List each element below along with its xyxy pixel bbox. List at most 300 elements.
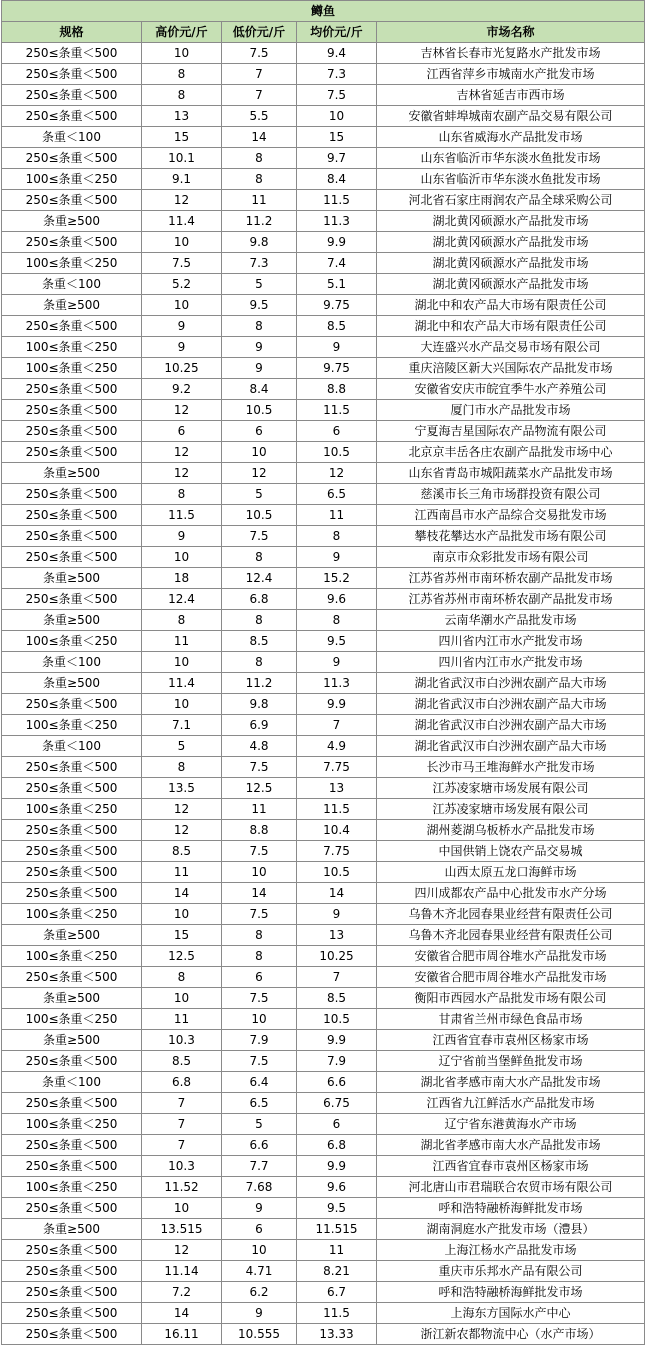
cell-high-price: 10	[142, 295, 222, 316]
cell-high-price: 10	[142, 904, 222, 925]
table-row	[2, 799, 645, 820]
cell-market-name: 山东省青岛市城阳蔬菜水产品批发市场	[377, 463, 645, 484]
cell-high-price: 7	[142, 1093, 222, 1114]
cell-high-price: 10.1	[142, 148, 222, 169]
cell-high-price: 12	[142, 1240, 222, 1261]
cell-low-price: 6.9	[222, 715, 297, 736]
table-row	[2, 757, 645, 778]
cell-market-name: 乌鲁木齐北园春果业经营有限责任公司	[377, 904, 645, 925]
cell-low-price: 8	[222, 169, 297, 190]
cell-avg-price: 13	[297, 925, 377, 946]
cell-high-price: 10.25	[142, 358, 222, 379]
cell-spec: 条重≥500	[2, 295, 142, 316]
cell-market-name: 安徽省蚌埠城南农副产品交易有限公司	[377, 106, 645, 127]
cell-high-price: 6.8	[142, 1072, 222, 1093]
cell-avg-price: 7	[297, 967, 377, 988]
cell-avg-price: 7.9	[297, 1051, 377, 1072]
cell-high-price: 5	[142, 736, 222, 757]
cell-avg-price: 8.8	[297, 379, 377, 400]
cell-low-price: 10	[222, 442, 297, 463]
cell-high-price: 7.2	[142, 1282, 222, 1303]
cell-high-price: 11.4	[142, 673, 222, 694]
cell-spec: 250≤条重＜500	[2, 484, 142, 505]
cell-spec: 条重≥500	[2, 568, 142, 589]
cell-high-price: 14	[142, 883, 222, 904]
table-row	[2, 85, 645, 106]
cell-spec: 250≤条重＜500	[2, 820, 142, 841]
table-row	[2, 1156, 645, 1177]
cell-market-name: 河北唐山市君瑞联合农贸市场有限公司	[377, 1177, 645, 1198]
cell-high-price: 7.1	[142, 715, 222, 736]
table-row	[2, 1198, 645, 1219]
cell-high-price: 9	[142, 337, 222, 358]
cell-spec: 250≤条重＜500	[2, 1156, 142, 1177]
cell-low-price: 9.8	[222, 232, 297, 253]
table-row	[2, 1093, 645, 1114]
cell-avg-price: 9.4	[297, 43, 377, 64]
cell-low-price: 5.5	[222, 106, 297, 127]
cell-avg-price: 7	[297, 715, 377, 736]
table-row	[2, 1051, 645, 1072]
cell-spec: 250≤条重＜500	[2, 1261, 142, 1282]
cell-spec: 条重＜100	[2, 1072, 142, 1093]
cell-spec: 100≤条重＜250	[2, 169, 142, 190]
cell-low-price: 9.8	[222, 694, 297, 715]
header-avg-price: 均价元/斤	[297, 22, 377, 43]
cell-market-name: 江苏凌家塘市场发展有限公司	[377, 778, 645, 799]
cell-low-price: 10	[222, 862, 297, 883]
table-row	[2, 988, 645, 1009]
cell-market-name: 湖北省武汉市白沙洲农副产品大市场	[377, 736, 645, 757]
cell-market-name: 呼和浩特融桥海鲜批发市场	[377, 1282, 645, 1303]
cell-low-price: 7.5	[222, 841, 297, 862]
cell-market-name: 湖北黄冈硕源水产品批发市场	[377, 211, 645, 232]
cell-market-name: 宁夏海吉星国际农产品物流有限公司	[377, 421, 645, 442]
cell-high-price: 12	[142, 799, 222, 820]
table-row	[2, 694, 645, 715]
cell-low-price: 11.2	[222, 673, 297, 694]
table-row	[2, 1261, 645, 1282]
cell-high-price: 12	[142, 463, 222, 484]
table-row	[2, 631, 645, 652]
cell-market-name: 吉林省延吉市西市场	[377, 85, 645, 106]
cell-market-name: 湖北省武汉市白沙洲农副产品大市场	[377, 715, 645, 736]
header-spec: 规格	[2, 22, 142, 43]
cell-low-price: 5	[222, 274, 297, 295]
table-row	[2, 379, 645, 400]
cell-low-price: 9	[222, 1303, 297, 1324]
cell-avg-price: 7.3	[297, 64, 377, 85]
cell-avg-price: 6.75	[297, 1093, 377, 1114]
cell-low-price: 9	[222, 1198, 297, 1219]
cell-market-name: 上海江杨水产品批发市场	[377, 1240, 645, 1261]
cell-low-price: 8	[222, 316, 297, 337]
cell-market-name: 江苏省苏州市南环桥农副产品批发市场	[377, 589, 645, 610]
cell-high-price: 10	[142, 547, 222, 568]
cell-spec: 条重≥500	[2, 463, 142, 484]
cell-high-price: 10	[142, 694, 222, 715]
cell-low-price: 6.6	[222, 1135, 297, 1156]
cell-low-price: 14	[222, 127, 297, 148]
cell-avg-price: 9	[297, 547, 377, 568]
cell-low-price: 8.5	[222, 631, 297, 652]
cell-spec: 250≤条重＜500	[2, 778, 142, 799]
cell-low-price: 7	[222, 85, 297, 106]
cell-high-price: 8	[142, 85, 222, 106]
cell-avg-price: 9.75	[297, 295, 377, 316]
cell-low-price: 6.8	[222, 589, 297, 610]
table-row	[2, 442, 645, 463]
cell-low-price: 6	[222, 967, 297, 988]
cell-low-price: 4.8	[222, 736, 297, 757]
table-row	[2, 505, 645, 526]
cell-spec: 250≤条重＜500	[2, 1240, 142, 1261]
cell-spec: 条重≥500	[2, 1030, 142, 1051]
cell-low-price: 10	[222, 1240, 297, 1261]
cell-avg-price: 9.5	[297, 631, 377, 652]
cell-avg-price: 11.3	[297, 211, 377, 232]
table-row	[2, 337, 645, 358]
cell-avg-price: 6.7	[297, 1282, 377, 1303]
cell-low-price: 8.8	[222, 820, 297, 841]
cell-low-price: 10.5	[222, 505, 297, 526]
cell-spec: 250≤条重＜500	[2, 316, 142, 337]
cell-spec: 100≤条重＜250	[2, 715, 142, 736]
cell-market-name: 湖州菱湖乌板桥水产品批发市场	[377, 820, 645, 841]
table-row	[2, 820, 645, 841]
cell-spec: 250≤条重＜500	[2, 85, 142, 106]
table-row	[2, 1072, 645, 1093]
cell-spec: 条重≥500	[2, 610, 142, 631]
cell-low-price: 7	[222, 64, 297, 85]
cell-spec: 条重≥500	[2, 673, 142, 694]
table-row	[2, 106, 645, 127]
cell-high-price: 11	[142, 862, 222, 883]
cell-low-price: 8	[222, 946, 297, 967]
table-row	[2, 841, 645, 862]
cell-spec: 100≤条重＜250	[2, 631, 142, 652]
cell-spec: 250≤条重＜500	[2, 64, 142, 85]
cell-high-price: 10	[142, 43, 222, 64]
cell-avg-price: 5.1	[297, 274, 377, 295]
table-row	[2, 610, 645, 631]
table-row	[2, 652, 645, 673]
table-row	[2, 526, 645, 547]
cell-low-price: 6	[222, 421, 297, 442]
table-row	[2, 1240, 645, 1261]
cell-market-name: 湖北中和农产品大市场有限责任公司	[377, 316, 645, 337]
cell-avg-price: 9.9	[297, 694, 377, 715]
table-row	[2, 1009, 645, 1030]
cell-market-name: 厦门市水产品批发市场	[377, 400, 645, 421]
cell-low-price: 7.5	[222, 43, 297, 64]
cell-avg-price: 6.8	[297, 1135, 377, 1156]
cell-avg-price: 10.5	[297, 442, 377, 463]
table-row	[2, 967, 645, 988]
cell-avg-price: 13	[297, 778, 377, 799]
table-row	[2, 736, 645, 757]
cell-market-name: 江苏省苏州市南环桥农副产品批发市场	[377, 568, 645, 589]
cell-avg-price: 9.9	[297, 1156, 377, 1177]
table-row	[2, 778, 645, 799]
table-row	[2, 463, 645, 484]
cell-high-price: 11.5	[142, 505, 222, 526]
cell-low-price: 11.2	[222, 211, 297, 232]
cell-spec: 100≤条重＜250	[2, 1009, 142, 1030]
table-row	[2, 358, 645, 379]
table-row	[2, 484, 645, 505]
cell-market-name: 北京京丰岳各庄农副产品批发市场中心	[377, 442, 645, 463]
cell-low-price: 7.7	[222, 1156, 297, 1177]
cell-market-name: 山西太原五龙口海鲜市场	[377, 862, 645, 883]
cell-market-name: 长沙市马王堆海鲜水产批发市场	[377, 757, 645, 778]
cell-low-price: 6	[222, 1219, 297, 1240]
cell-low-price: 8	[222, 148, 297, 169]
cell-avg-price: 12	[297, 463, 377, 484]
table-title-row	[2, 1, 645, 22]
table-row	[2, 1324, 645, 1345]
cell-market-name: 大连盛兴水产品交易市场有限公司	[377, 337, 645, 358]
cell-avg-price: 11	[297, 505, 377, 526]
cell-high-price: 9	[142, 316, 222, 337]
table-row	[2, 295, 645, 316]
table-row	[2, 1030, 645, 1051]
cell-low-price: 7.5	[222, 757, 297, 778]
cell-market-name: 安徽省合肥市周谷堆水产品批发市场	[377, 946, 645, 967]
table-row	[2, 190, 645, 211]
cell-high-price: 9.1	[142, 169, 222, 190]
cell-high-price: 8	[142, 757, 222, 778]
table-row	[2, 1282, 645, 1303]
table-row	[2, 421, 645, 442]
cell-low-price: 11	[222, 799, 297, 820]
cell-low-price: 5	[222, 1114, 297, 1135]
cell-high-price: 7	[142, 1135, 222, 1156]
cell-avg-price: 11	[297, 1240, 377, 1261]
table-row	[2, 232, 645, 253]
cell-market-name: 湖北省武汉市白沙洲农副产品大市场	[377, 694, 645, 715]
table-row	[2, 1219, 645, 1240]
cell-low-price: 10.5	[222, 400, 297, 421]
cell-spec: 条重≥500	[2, 1219, 142, 1240]
table-row	[2, 148, 645, 169]
cell-high-price: 14	[142, 1303, 222, 1324]
cell-market-name: 南京市众彩批发市场有限公司	[377, 547, 645, 568]
cell-market-name: 四川省内江市水产批发市场	[377, 652, 645, 673]
cell-spec: 100≤条重＜250	[2, 358, 142, 379]
cell-high-price: 6	[142, 421, 222, 442]
cell-market-name: 江西省九江鲜活水产品批发市场	[377, 1093, 645, 1114]
cell-market-name: 江苏凌家塘市场发展有限公司	[377, 799, 645, 820]
cell-market-name: 乌鲁木齐北园春果业经营有限责任公司	[377, 925, 645, 946]
cell-low-price: 12.5	[222, 778, 297, 799]
cell-high-price: 8	[142, 64, 222, 85]
cell-market-name: 慈溪市长三角市场群投资有限公司	[377, 484, 645, 505]
cell-spec: 250≤条重＜500	[2, 379, 142, 400]
cell-market-name: 江西南昌市水产品综合交易批发市场	[377, 505, 645, 526]
cell-market-name: 攀枝花攀达水产品批发市场有限公司	[377, 526, 645, 547]
cell-high-price: 10	[142, 652, 222, 673]
cell-avg-price: 11.5	[297, 190, 377, 211]
cell-spec: 250≤条重＜500	[2, 862, 142, 883]
cell-high-price: 8	[142, 967, 222, 988]
cell-avg-price: 10.5	[297, 1009, 377, 1030]
table-row	[2, 568, 645, 589]
table-row	[2, 43, 645, 64]
cell-low-price: 7.68	[222, 1177, 297, 1198]
cell-high-price: 12.4	[142, 589, 222, 610]
cell-low-price: 14	[222, 883, 297, 904]
cell-avg-price: 11.5	[297, 400, 377, 421]
cell-spec: 250≤条重＜500	[2, 1324, 142, 1345]
cell-avg-price: 15.2	[297, 568, 377, 589]
cell-spec: 100≤条重＜250	[2, 904, 142, 925]
cell-avg-price: 9.6	[297, 589, 377, 610]
table-row	[2, 64, 645, 85]
table-row	[2, 253, 645, 274]
cell-low-price: 10.555	[222, 1324, 297, 1345]
cell-market-name: 湖北黄冈硕源水产品批发市场	[377, 253, 645, 274]
cell-spec: 250≤条重＜500	[2, 1051, 142, 1072]
cell-avg-price: 7.75	[297, 841, 377, 862]
table-row	[2, 946, 645, 967]
cell-avg-price: 9	[297, 337, 377, 358]
cell-low-price: 8	[222, 610, 297, 631]
table-row	[2, 715, 645, 736]
cell-spec: 250≤条重＜500	[2, 1198, 142, 1219]
cell-avg-price: 4.9	[297, 736, 377, 757]
table-row	[2, 274, 645, 295]
cell-avg-price: 6.5	[297, 484, 377, 505]
cell-high-price: 13.515	[142, 1219, 222, 1240]
cell-low-price: 7.9	[222, 1030, 297, 1051]
cell-low-price: 7.5	[222, 904, 297, 925]
cell-high-price: 12	[142, 442, 222, 463]
cell-avg-price: 7.75	[297, 757, 377, 778]
table-row	[2, 400, 645, 421]
cell-market-name: 四川省内江市水产批发市场	[377, 631, 645, 652]
cell-avg-price: 9.6	[297, 1177, 377, 1198]
cell-low-price: 7.5	[222, 988, 297, 1009]
cell-avg-price: 7.4	[297, 253, 377, 274]
table-row	[2, 211, 645, 232]
cell-low-price: 7.5	[222, 1051, 297, 1072]
cell-market-name: 呼和浩特融桥海鲜批发市场	[377, 1198, 645, 1219]
cell-avg-price: 11.5	[297, 799, 377, 820]
table-row	[2, 1177, 645, 1198]
cell-avg-price: 9	[297, 904, 377, 925]
cell-spec: 250≤条重＜500	[2, 190, 142, 211]
cell-market-name: 湖北黄冈硕源水产品批发市场	[377, 232, 645, 253]
cell-high-price: 10.3	[142, 1030, 222, 1051]
cell-avg-price: 9.9	[297, 1030, 377, 1051]
cell-low-price: 6.5	[222, 1093, 297, 1114]
cell-spec: 250≤条重＜500	[2, 757, 142, 778]
cell-high-price: 10	[142, 988, 222, 1009]
table-row	[2, 1114, 645, 1135]
cell-avg-price: 8	[297, 526, 377, 547]
cell-spec: 250≤条重＜500	[2, 505, 142, 526]
cell-high-price: 12	[142, 400, 222, 421]
cell-high-price: 9.2	[142, 379, 222, 400]
cell-avg-price: 9.9	[297, 232, 377, 253]
cell-low-price: 10	[222, 1009, 297, 1030]
table-header-row	[2, 22, 645, 43]
table-row	[2, 127, 645, 148]
cell-spec: 100≤条重＜250	[2, 1177, 142, 1198]
cell-market-name: 辽宁省东港黄海水产市场	[377, 1114, 645, 1135]
cell-avg-price: 6	[297, 421, 377, 442]
cell-avg-price: 10.4	[297, 820, 377, 841]
cell-avg-price: 8.5	[297, 316, 377, 337]
cell-high-price: 11	[142, 631, 222, 652]
cell-avg-price: 8.21	[297, 1261, 377, 1282]
cell-spec: 250≤条重＜500	[2, 232, 142, 253]
cell-high-price: 8	[142, 610, 222, 631]
table-row	[2, 862, 645, 883]
cell-market-name: 山东省临沂市华东淡水鱼批发市场	[377, 148, 645, 169]
cell-market-name: 吉林省长春市光复路水产批发市场	[377, 43, 645, 64]
header-low-price: 低价元/斤	[222, 22, 297, 43]
cell-spec: 100≤条重＜250	[2, 799, 142, 820]
cell-market-name: 江西省宜春市袁州区杨家市场	[377, 1030, 645, 1051]
price-table	[1, 0, 645, 1345]
table-row	[2, 883, 645, 904]
cell-avg-price: 9.75	[297, 358, 377, 379]
cell-spec: 250≤条重＜500	[2, 148, 142, 169]
cell-avg-price: 15	[297, 127, 377, 148]
table-row	[2, 1135, 645, 1156]
table-row	[2, 589, 645, 610]
cell-market-name: 辽宁省前当堡鲜鱼批发市场	[377, 1051, 645, 1072]
cell-market-name: 山东省威海水产品批发市场	[377, 127, 645, 148]
cell-market-name: 湖北省孝感市南大水产品批发市场	[377, 1135, 645, 1156]
cell-spec: 250≤条重＜500	[2, 526, 142, 547]
cell-spec: 250≤条重＜500	[2, 106, 142, 127]
cell-low-price: 11	[222, 190, 297, 211]
cell-low-price: 7.5	[222, 526, 297, 547]
cell-avg-price: 14	[297, 883, 377, 904]
cell-spec: 100≤条重＜250	[2, 946, 142, 967]
cell-market-name: 浙江新农都物流中心（水产市场）	[377, 1324, 645, 1345]
cell-spec: 250≤条重＜500	[2, 589, 142, 610]
cell-low-price: 9.5	[222, 295, 297, 316]
cell-spec: 250≤条重＜500	[2, 547, 142, 568]
cell-market-name: 湖北黄冈硕源水产品批发市场	[377, 274, 645, 295]
cell-spec: 250≤条重＜500	[2, 421, 142, 442]
cell-market-name: 衡阳市西园水产品批发市场有限公司	[377, 988, 645, 1009]
cell-spec: 条重＜100	[2, 652, 142, 673]
cell-market-name: 安徽省合肥市周谷堆水产品批发市场	[377, 967, 645, 988]
cell-low-price: 8	[222, 925, 297, 946]
cell-spec: 条重＜100	[2, 127, 142, 148]
table-row	[2, 673, 645, 694]
cell-market-name: 上海东方国际水产中心	[377, 1303, 645, 1324]
cell-spec: 条重≥500	[2, 925, 142, 946]
cell-high-price: 12	[142, 820, 222, 841]
cell-avg-price: 9.7	[297, 148, 377, 169]
table-body	[2, 43, 645, 1345]
cell-avg-price: 11.3	[297, 673, 377, 694]
header-market-name: 市场名称	[377, 22, 645, 43]
cell-low-price: 9	[222, 337, 297, 358]
cell-spec: 100≤条重＜250	[2, 253, 142, 274]
cell-high-price: 11	[142, 1009, 222, 1030]
cell-spec: 250≤条重＜500	[2, 1303, 142, 1324]
cell-low-price: 6.4	[222, 1072, 297, 1093]
cell-low-price: 8.4	[222, 379, 297, 400]
cell-spec: 250≤条重＜500	[2, 841, 142, 862]
